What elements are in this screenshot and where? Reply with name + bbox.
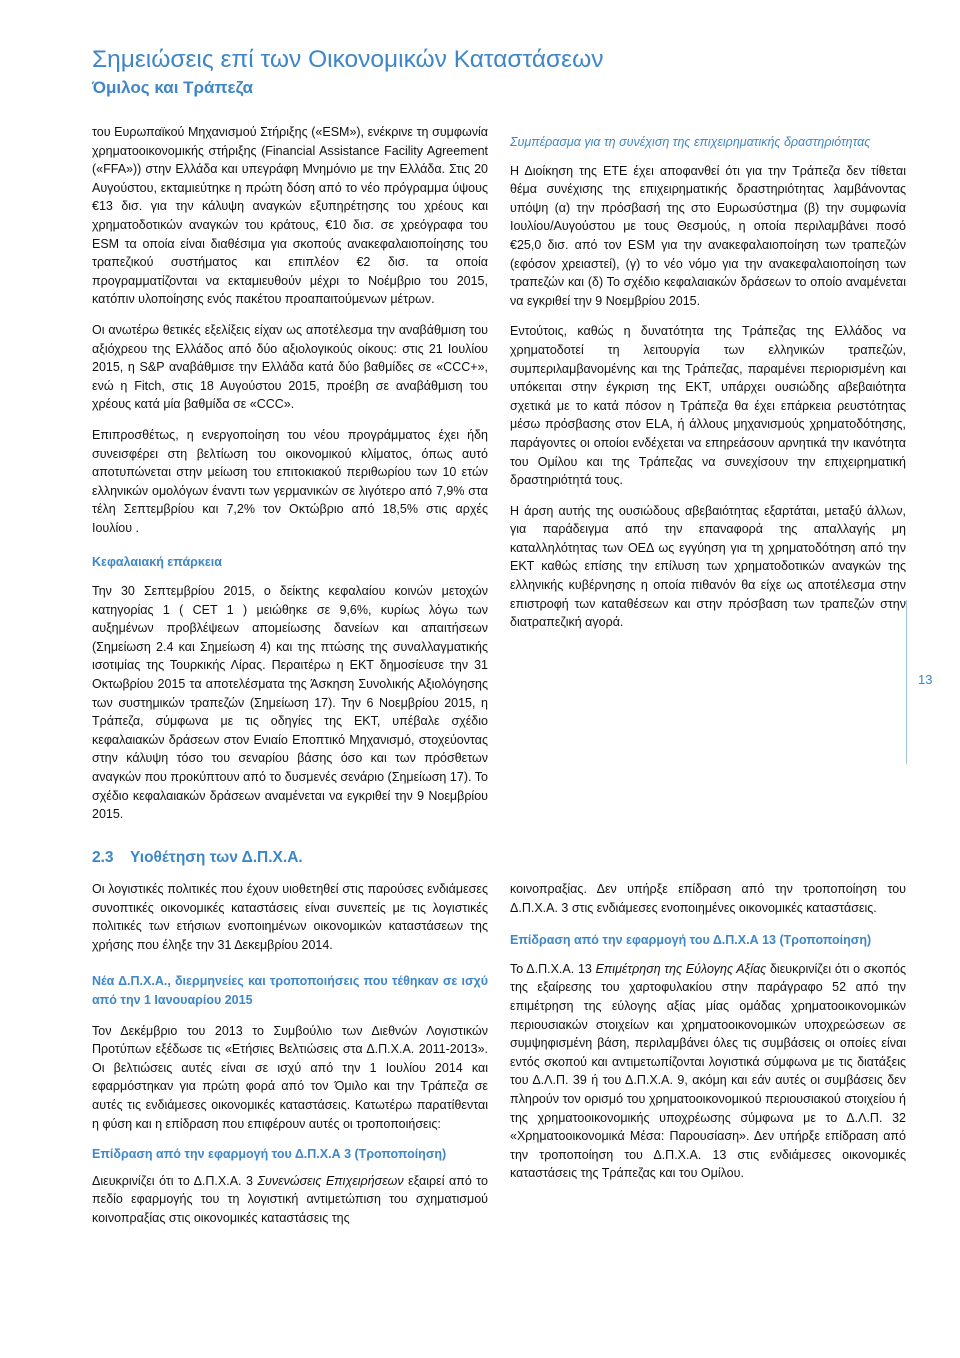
right-column-bottom [510,880,906,1195]
ifrs3-text-post: εξαιρεί από το πεδίο εφαρμογής του τη λογιστική αντιμετώπιση του σχηματισμού κοινοπραξίας στις οικονομικές καταστάσεις της [92,1173,488,1225]
paragraph-esm-program: του Ευρωπαϊκού Μηχανισμού Στήριξης («ESM»), ενέκρινε τη συμφωνία χρηματοοικονομικής στήριξης (Financial Assistance Facility Agreement («FFA»)) στην Ελλάδα και υπεγράφη Μνημόνιο με την Ελλάδα. Στις 20 Αυγούστου, εκταμιεύτηκε η πρώτη δόση από το νέο πρόγραμμα ύψους €13 δισ. για την κάλυψη αναγκών εξυπηρέτησης του χρέους και χρηματοδοτικών αναγκών του κράτους, €10 δισ. σε χρεόγραφα του ESM τα οποία είναι διαθέσιμα για σκοπούς ανακεφαλαιοποίησης του τραπεζικού συστήματος και επιπλέον €2 δισ. τα οποία προγραμματίζονται να εκταμιευθούν μέχρι το Νοέμβριο του 2015, κατόπιν υλοποίησης ενός πακέτου προαπαιτούμενων μέτρων. [92,125,488,307]
section-title: Υιοθέτηση των Δ.Π.Χ.Α. [130,849,303,866]
left-column-bottom [92,880,488,1240]
heading-ifrs13: Επίδραση από την εφαρμογή του Δ.Π.Χ.Α 13 (Τροποποίηση) [510,933,872,948]
paragraph-ifrs13 [510,960,906,1183]
ifrs13-standard-name: Επιμέτρηση της Εύλογης Αξίας [595,961,767,976]
paragraph-capital: Την 30 Σεπτεμβρίου 2015, ο δείκτης κεφαλαίου κοινών μετοχών κατηγορίας 1 ( CET 1 ) μειώθηκε σε 9,6%, κυρίως λόγω των αυξημένων προβλέψεων απομείωσης δανείων και απαιτήσεων (Σημείωση 2.4 και Σημείωση 4) και της πτώσης της συναλλαγματικής ισοτιμίας της Τουρκικής Λίρας. Περαιτέρω η ΕΚΤ δημοσίευσε την 31 Οκτωβρίου 2015 τα αποτελέσματα της Άσκηση Συνολικής Αξιολόγησης των συστημικών τραπεζών (Σημείωση 17). Την 6 Νοεμβρίου 2015, η Τράπεζα, σύμφωνα με τις οδηγίες της ΕΚΤ, υπέβαλε σχέδιο κεφαλαιακών δράσεων στον Ενιαίο Εποπτικό Μηχανισμό, στοχεύοντας στην κάλυψη τόσο του σεναρίου βάσης όσο και των πρόσθετων αναγκών που προκύπτουν από το δυσμενές σενάριο (Σημείωση 17). Το σχέδιο κεφαλαιακών δράσεων αναμένεται να εγκριθεί την 9 Νοεμβρίου 2015. [92,584,488,822]
section-number: 2.3 [92,849,114,866]
page-title: Σημειώσεις επί των Οικονομικών Καταστάσεων [92,46,604,73]
page-number-rule [906,600,960,764]
paragraph-ifrs3-continued: κοινοπραξίας. Δεν υπήρξε επίδραση από την τροποποίηση του Δ.Π.Χ.Α. 3 στις ενδιάμεσες ενοποιημένες οικονομικές καταστάσεις. [510,882,906,915]
section-heading [92,849,303,867]
heading-capital-adequacy: Κεφαλαιακή επάρκεια [92,555,222,570]
heading-new-ifrs: Νέα Δ.Π.Χ.Α., διερμηνείες και τροποποιήσεις που τέθηκαν σε ισχύ από την 1 Ιανουαρίου 2015 [92,974,488,1007]
left-column-top [92,123,488,836]
heading-going-concern: Συμπέρασμα για τη συνέχιση της επιχειρηματικής δραστηριότητας [510,135,871,149]
paragraph-resolution: Η άρση αυτής της ουσιώδους αβεβαιότητας εξαρτάται, μεταξύ άλλων, για παράδειγμα από την επαναφορά της απαλλαγής μη καταλληλότητας των ΟΕΔ ως εγγύηση για τη χρηματοδότηση από την ΕΚΤ καθώς επίσης την επίλυση των χρηματοδοτικών αναγκών της ελληνικής κυβέρνησης η οποία πιθανόν θα είχε ως αποτέλεσμα στην επιστροφή των καταθέσεων και στην πρόσβαση των τραπεζών στην διατραπεζική αγορά. [510,503,906,630]
paragraph-uncertainty: Εντούτοις, καθώς η δυνατότητα της Τράπεζας της Ελλάδος να χρηματοδοτεί τη λειτουργία των ελληνικών τραπεζών, συμπεριλαμβανομένης και της Τράπεζας, παραμένει περιορισμένη και υπόκειται στην έγκριση της ΕΚΤ, υπάρχει ουσιώδης αβεβαιότητα σχετικά με το κατά πόσον η Τράπεζα θα έχει επάρκεια ρευστότητας μέσω πρόσβασης στον ELA, ή άλλους μηχανισμούς χρηματοδότησης, παράγοντες οι οποίοι ενδέχεται να επηρεάσουν αρνητικά την ικανότητα του Ομίλου και της Τράπεζας να συνεχίσουν την επιχειρηματική δραστηριότητά τους. [510,324,906,488]
ifrs13-text-post: διευκρινίζει ότι ο σκοπός της εξαίρεσης του χαρτοφυλακίου στην παράγραφο 52 από την επιμέτρηση της εύλογης αξίας μίας ομάδας χρηματοοικονομικών περιουσιακών στοιχείων και χρηματοοικονομικών υποχρεώσεων σε συμψηφισμένη βάση, περιλαμβάνει όλες τις συμβάσεις οι οποίες είναι εντός σκοπού και αντιμετωπίζονται λογιστικά σύμφωνα με τις διατάξεις του Δ.Λ.Π. 39 ή του Δ.Π.Χ.Α. 9, ακόμη και εάν αυτές οι συμβάσεις δεν πληρούν τον ορισμό του χρηματοοικονομικού περιουσιακού στοιχείου ή της χρηματοοικονομικής υποχρέωσης σύμφωνα με το Δ.Λ.Π. 32 «Χρηματοοικονομικά Μέσα: Παρουσίαση». Δεν υπήρξε επίδραση από την τροποποίηση του Δ.Π.Χ.Α. 13 στις ενδιάμεσες οικονομικές καταστάσεις της Τράπεζας και του Ομίλου. [510,961,906,1181]
page-subtitle: Όμιλος και Τράπεζα [92,78,253,97]
paragraph-management: Η Διοίκηση της ΕΤΕ έχει αποφανθεί ότι για την Τράπεζα δεν τίθεται θέμα συνέχισης της επιχειρηματικής δραστηριότητας λαμβάνοντας υπόψη (α) την πρόσβασή της στο Ευρωσύστημα (β) την συμφωνία Ιουλίου/Αυγούστου με τους Θεσμούς, η οποία περιλαμβάνει ποσό €25,0 δισ. από τον ESM για την ανακεφαλαιοποίηση των τραπεζών (εφόσον χρειαστεί), (γ) το νέο νόμο για την ανακεφαλαιοποίηση των τραπεζών και (δ) Το σχέδιο κεφαλαιακών δράσεων το οποίο αναμένεται να εγκριθεί την 9 Νοεμβρίου 2015. [510,163,906,308]
ifrs3-standard-name: Συνενώσεις Επιχειρήσεων [257,1173,404,1188]
paragraph-rating-upgrade: Οι ανωτέρω θετικές εξελίξεις είχαν ως αποτέλεσμα την αναβάθμιση του αξιόχρεου της Ελλάδος από δύο αξιολογικούς οίκους: στις 21 Ιουλίου 2015, η S&P αναβάθμισε την Ελλάδα κατά δύο βαθμίδες σε «CCC+», ενώ η Fitch, στις 18 Αυγούστου 2015, προέβη σε αναβάθμιση του χρέους κατά μία βαθμίδα σε «CCC». [92,322,488,412]
paragraph-policies: Οι λογιστικές πολιτικές που έχουν υιοθετηθεί στις παρούσες ενδιάμεσες συνοπτικές οικονομικές καταστάσεις είναι συνεπείς με τις λογιστικές πολιτικές των ετήσιων ενοποιημένων οικονομικών καταστάσεων της χρήσης που έληξε την 31 Δεκεμβρίου 2014. [92,882,488,952]
right-column-top [510,133,906,644]
heading-ifrs3: Επίδραση από την εφαρμογή του Δ.Π.Χ.Α 3 (Τροποποίηση) [92,1147,447,1162]
paragraph-annual-improvements: Τον Δεκέμβριο του 2013 το Συμβούλιο των Διεθνών Λογιστικών Προτύπων εξέδωσε τις «Ετήσιες Βελτιώσεις στα Δ.Π.Χ.Α. 2011-2013». Οι βελτιώσεις αυτές είναι σε ισχύ από την 1 Ιουλίου 2014 και εφαρμόστηκαν για πρώτη φορά από τον Όμιλο και την Τράπεζα σε αυτές τις ενδιάμεσες οικονομικές καταστάσεις. Κατωτέρω παρατίθενται η φύση και η επίδραση που επιφέρουν αυτές οι τροποποιήσεις: [92,1023,488,1131]
paragraph-ifrs3 [92,1172,488,1228]
page-number: 13 [918,672,933,687]
ifrs3-text-pre: Διευκρινίζει ότι το Δ.Π.Χ.Α. 3 [92,1173,258,1188]
paragraph-spread: Επιπροσθέτως, η ενεργοποίηση του νέου προγράμματος έχει ήδη συνεισφέρει στη βελτίωση του οικονομικού κλίματος, όπως αυτό αποτυπώνεται στην μείωση του επιτοκιακού περιθωρίου των 10 ετών ελληνικών ομολόγων έναντι των γερμανικών σε λιγότερο από 7,9% στα τέλη Σεπτεμβρίου και 7,2% τον Οκτώβριο από 18,5% στις αρχές Ιουλίου . [92,427,488,535]
ifrs13-text-pre: Το Δ.Π.Χ.Α. 13 [510,961,596,976]
